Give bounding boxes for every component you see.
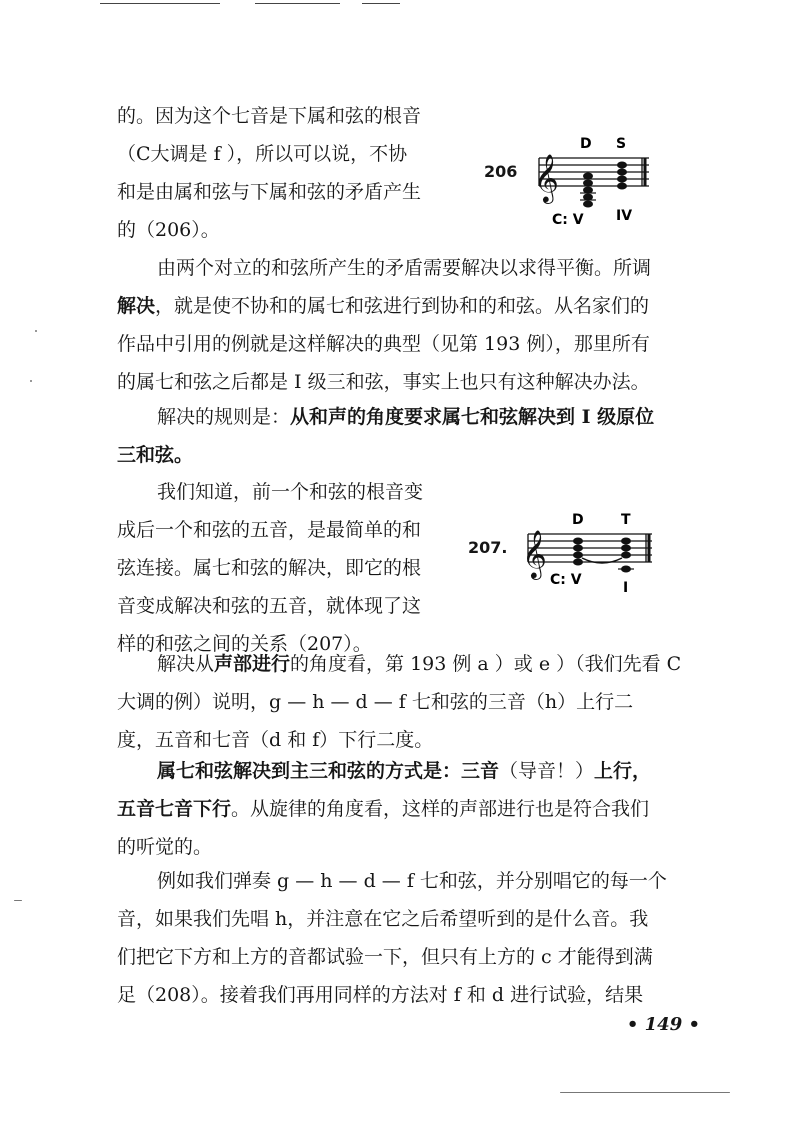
header-rule — [255, 3, 340, 4]
paragraph-6 — [117, 752, 651, 866]
scan-speck — [30, 380, 32, 382]
roman-numeral-label: C: V — [552, 212, 584, 228]
text-line: 我们知道，前一个和弦的根音变 — [157, 481, 424, 503]
header-rule — [100, 3, 220, 4]
harmony-label: D — [580, 136, 592, 152]
text-line: 的角度看，第 193 例 a ）或 e ）（我们先看 C — [290, 653, 682, 675]
text-line: ，就是使不协和的属七和弦进行到协和的和弦。从名家们的 — [155, 295, 650, 317]
text-line: 的听觉的。 — [117, 836, 213, 858]
emphasis: 五音七音下行 — [117, 798, 232, 820]
emphasis: 解决 — [117, 295, 156, 317]
text-line: 们把它下方和上方的音都试验一下，但只有上方的 c 才能得到满 — [117, 946, 653, 968]
scan-speck — [560, 1092, 730, 1093]
harmony-label: S — [616, 136, 627, 152]
text-line: 作品中引用的例就是这样解决的典型（见第 193 例），那里所有 — [117, 333, 650, 355]
text-line: 成后一个和弦的五音，是最简单的和 — [117, 519, 422, 541]
text-line: 弦连接。属七和弦的解决，即它的根 — [117, 557, 422, 579]
music-example-207 — [466, 508, 676, 608]
page-number: • 149 • — [626, 1014, 700, 1035]
scan-speck — [14, 900, 22, 901]
staff-notation — [484, 132, 664, 232]
emphasis: 三和弦。 — [117, 444, 194, 466]
emphasis: 声部进行 — [214, 653, 291, 675]
figure-number: 206 — [484, 162, 518, 181]
emphasis: 从和声的角度要求属七和弦解决到 I 级原位 — [290, 406, 655, 428]
text-line: 。从旋律的角度看，这样的声部进行也是符合我们 — [231, 798, 650, 820]
text-line: 例如我们弹奏 g — h — d — f 七和弦，并分别唱它的每一个 — [157, 870, 667, 892]
text-line: 大调的例）说明，g — h — d — f 七和弦的三音（h）上行二 — [117, 691, 634, 713]
harmony-label: D — [572, 512, 584, 528]
text-line: 样的和弦之间的关系（207）。 — [117, 633, 372, 655]
treble-clef-icon: 𝄞 — [534, 153, 559, 202]
music-example-206 — [484, 132, 664, 232]
text-line: 音，如果我们先唱 h，并注意在它之后希望听到的是什么音。我 — [117, 908, 649, 930]
text-line: 的。因为这个七音是下属和弦的根音 — [117, 105, 422, 127]
text-line: 足（208）。接着我们再用同样的方法对 f 和 d 进行试验，结果 — [117, 984, 644, 1006]
paragraph-2 — [117, 249, 651, 401]
paragraph-4 — [117, 473, 423, 663]
text-line: 音变成解决和弦的五音，就体现了这 — [117, 595, 422, 617]
figure-number: 207. — [468, 538, 508, 557]
treble-clef-icon: 𝄞 — [522, 529, 547, 578]
paragraph-7 — [117, 862, 667, 1014]
text-line: 的（206）。 — [117, 219, 220, 241]
roman-numeral-label: C: V — [550, 572, 582, 588]
staff-notation — [466, 508, 676, 608]
paragraph-5 — [117, 645, 681, 759]
header-rule — [362, 3, 400, 4]
text-line: 解决的规则是： — [157, 406, 291, 428]
harmony-label: T — [621, 512, 631, 528]
emphasis: 属七和弦解决到主三和弦的方式是：三音 — [157, 760, 500, 782]
emphasis: 上行， — [594, 760, 652, 782]
text-line: 解决从 — [157, 653, 215, 675]
scan-speck — [35, 330, 37, 332]
roman-numeral-label: I — [623, 580, 629, 596]
text-line: （C大调是 f ），所以可以说，不协 — [117, 143, 408, 165]
text-line: 的属七和弦之后都是 I 级三和弦，事实上也只有这种解决办法。 — [117, 371, 650, 393]
text-line: （导音！） — [499, 760, 595, 782]
roman-numeral-label: IV — [616, 208, 633, 224]
text-line: 由两个对立的和弦所产生的矛盾需要解决以求得平衡。所调 — [157, 257, 652, 279]
paragraph-3 — [117, 398, 654, 474]
text-line: 和是由属和弦与下属和弦的矛盾产生 — [117, 181, 422, 203]
text-line: 度，五音和七音（d 和 f）下行二度。 — [117, 729, 434, 751]
paragraph-1 — [117, 97, 421, 249]
